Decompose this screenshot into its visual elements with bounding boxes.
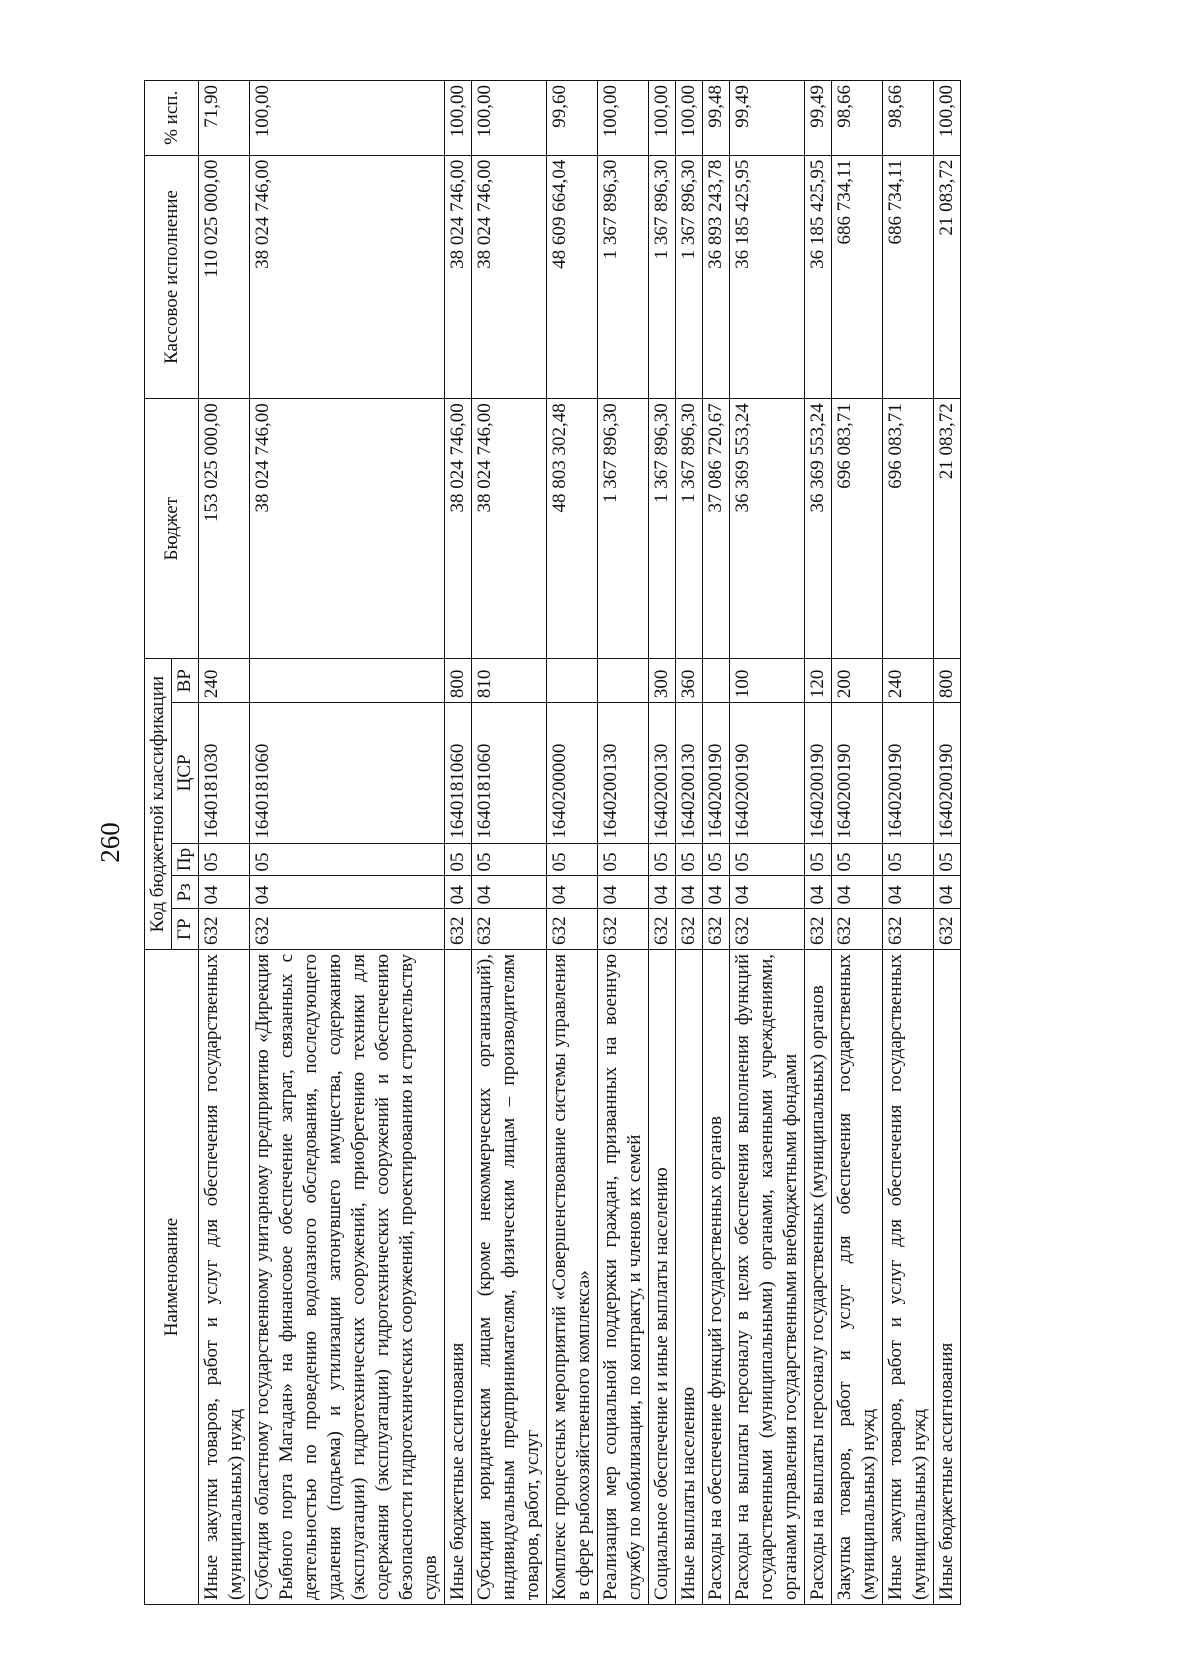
row-pr: 05 xyxy=(250,843,445,876)
row-name: Комплекс процессных мероприятий «Совершенствование системы управления в сфере рыбохозяйственного комплекса» xyxy=(547,949,598,1604)
table-row xyxy=(883,81,934,1605)
row-pct: 99,60 xyxy=(547,81,598,156)
row-pct: 100,00 xyxy=(472,81,547,156)
row-name: Иные бюджетные ассигнования xyxy=(934,949,961,1604)
header-csr: ЦСР xyxy=(172,703,199,843)
row-cash: 36 185 425,95 xyxy=(730,155,805,399)
row-gr: 632 xyxy=(805,909,832,950)
row-budget: 1 367 896,30 xyxy=(598,399,649,659)
row-pct: 71,90 xyxy=(199,81,250,156)
row-cash: 21 083,72 xyxy=(934,155,961,399)
row-gr: 632 xyxy=(883,909,934,950)
row-rz: 04 xyxy=(199,876,250,909)
row-pr: 05 xyxy=(199,843,250,876)
row-name: Расходы на обеспечение функций государственных органов xyxy=(703,949,730,1604)
row-name: Реализация мер социальной поддержки граждан, призванных на военную службу по мобилизации, по контракту, и членов их семей xyxy=(598,949,649,1604)
row-rz: 04 xyxy=(934,876,961,909)
row-csr: 1640200130 xyxy=(649,703,676,843)
row-name: Субсидии юридическим лицам (кроме некоммерческих организаций), индивидуальным предпринимателям, физическим лицам – производителям товаров, работ, услуг xyxy=(472,949,547,1604)
row-rz: 04 xyxy=(832,876,883,909)
row-budget: 38 024 746,00 xyxy=(445,399,472,659)
row-rz: 04 xyxy=(472,876,547,909)
row-pr: 05 xyxy=(472,843,547,876)
row-gr: 632 xyxy=(649,909,676,950)
row-vr: 240 xyxy=(883,659,934,703)
header-name: Наименование xyxy=(145,949,199,1604)
row-cash: 36 893 243,78 xyxy=(703,155,730,399)
table-row xyxy=(832,81,883,1605)
row-pct: 99,49 xyxy=(730,81,805,156)
row-gr: 632 xyxy=(250,909,445,950)
row-budget: 36 369 553,24 xyxy=(805,399,832,659)
table-body xyxy=(199,81,961,1605)
row-budget: 1 367 896,30 xyxy=(676,399,703,659)
table-row xyxy=(805,81,832,1605)
row-rz: 04 xyxy=(805,876,832,909)
row-pct: 100,00 xyxy=(250,81,445,156)
row-csr: 1640181060 xyxy=(250,703,445,843)
row-budget: 36 369 553,24 xyxy=(730,399,805,659)
row-cash: 686 734,11 xyxy=(883,155,934,399)
row-pct: 100,00 xyxy=(598,81,649,156)
header-code-group: Код бюджетной классификации xyxy=(145,659,172,950)
row-cash: 38 024 746,00 xyxy=(250,155,445,399)
row-pr: 05 xyxy=(598,843,649,876)
table-row xyxy=(934,81,961,1605)
row-gr: 632 xyxy=(445,909,472,950)
row-pct: 98,66 xyxy=(883,81,934,156)
row-name: Расходы на выплаты персоналу государственных (муниципальных) органов xyxy=(805,949,832,1604)
row-gr: 632 xyxy=(832,909,883,950)
row-gr: 632 xyxy=(703,909,730,950)
table-row xyxy=(598,81,649,1605)
row-gr: 632 xyxy=(547,909,598,950)
row-budget: 1 367 896,30 xyxy=(649,399,676,659)
row-gr: 632 xyxy=(598,909,649,950)
row-vr: 120 xyxy=(805,659,832,703)
row-cash: 1 367 896,30 xyxy=(598,155,649,399)
row-rz: 04 xyxy=(250,876,445,909)
row-csr: 1640181060 xyxy=(445,703,472,843)
row-pr: 05 xyxy=(730,843,805,876)
budget-table xyxy=(144,80,961,1605)
row-budget: 21 083,72 xyxy=(934,399,961,659)
header-rz: Рз xyxy=(172,876,199,909)
row-pr: 05 xyxy=(883,843,934,876)
row-name: Социальное обеспечение и иные выплаты населению xyxy=(649,949,676,1604)
header-cash: Кассовое исполнение xyxy=(145,155,199,399)
row-cash: 686 734,11 xyxy=(832,155,883,399)
row-pr: 05 xyxy=(805,843,832,876)
row-vr: 360 xyxy=(676,659,703,703)
table-row xyxy=(730,81,805,1605)
row-pct: 100,00 xyxy=(445,81,472,156)
table-row xyxy=(703,81,730,1605)
row-gr: 632 xyxy=(199,909,250,950)
row-rz: 04 xyxy=(598,876,649,909)
row-pct: 99,48 xyxy=(703,81,730,156)
row-budget: 38 024 746,00 xyxy=(472,399,547,659)
row-vr: 300 xyxy=(649,659,676,703)
row-vr: 100 xyxy=(730,659,805,703)
rotated-page xyxy=(80,80,1120,1605)
row-csr: 1640181060 xyxy=(472,703,547,843)
row-cash: 48 609 664,04 xyxy=(547,155,598,399)
row-vr: 800 xyxy=(445,659,472,703)
row-name: Иные выплаты населению xyxy=(676,949,703,1604)
page-number: 260 xyxy=(95,822,125,863)
row-name: Иные закупки товаров, работ и услуг для обеспечения государственных (муниципальных) нужд xyxy=(199,949,250,1604)
row-rz: 04 xyxy=(649,876,676,909)
row-vr xyxy=(547,659,598,703)
row-gr: 632 xyxy=(676,909,703,950)
row-vr xyxy=(250,659,445,703)
row-pr: 05 xyxy=(832,843,883,876)
table-row xyxy=(199,81,250,1605)
row-gr: 632 xyxy=(730,909,805,950)
table-row xyxy=(472,81,547,1605)
row-pr: 05 xyxy=(445,843,472,876)
row-rz: 04 xyxy=(883,876,934,909)
header-budget: Бюджет xyxy=(145,399,199,659)
row-csr: 1640200190 xyxy=(883,703,934,843)
row-name: Иные бюджетные ассигнования xyxy=(445,949,472,1604)
header-gr: ГР xyxy=(172,909,199,950)
row-csr: 1640200130 xyxy=(676,703,703,843)
row-name: Расходы на выплаты персоналу в целях обеспечения выполнения функций государственными (муниципальными) органами, казенными учреждениями, органами управления государственными внебюджетными фондами xyxy=(730,949,805,1604)
table-row xyxy=(445,81,472,1605)
row-rz: 04 xyxy=(730,876,805,909)
row-name: Иные закупки товаров, работ и услуг для обеспечения государственных (муниципальных) нужд xyxy=(883,949,934,1604)
row-csr: 1640200000 xyxy=(547,703,598,843)
row-cash: 38 024 746,00 xyxy=(472,155,547,399)
row-vr: 240 xyxy=(199,659,250,703)
row-csr: 1640200190 xyxy=(703,703,730,843)
row-budget: 48 803 302,48 xyxy=(547,399,598,659)
row-pr: 05 xyxy=(547,843,598,876)
row-rz: 04 xyxy=(547,876,598,909)
row-rz: 04 xyxy=(445,876,472,909)
row-csr: 1640200130 xyxy=(598,703,649,843)
table-row xyxy=(250,81,445,1605)
row-rz: 04 xyxy=(676,876,703,909)
row-budget: 696 083,71 xyxy=(883,399,934,659)
row-gr: 632 xyxy=(934,909,961,950)
row-csr: 1640200190 xyxy=(934,703,961,843)
row-cash: 1 367 896,30 xyxy=(649,155,676,399)
row-vr: 200 xyxy=(832,659,883,703)
row-budget: 153 025 000,00 xyxy=(199,399,250,659)
row-pr: 05 xyxy=(934,843,961,876)
row-vr: 800 xyxy=(934,659,961,703)
row-csr: 1640200190 xyxy=(805,703,832,843)
table-row xyxy=(649,81,676,1605)
row-vr: 810 xyxy=(472,659,547,703)
table-header xyxy=(145,81,199,1605)
row-pr: 05 xyxy=(703,843,730,876)
row-pr: 05 xyxy=(649,843,676,876)
row-pr: 05 xyxy=(676,843,703,876)
row-pct: 100,00 xyxy=(676,81,703,156)
row-csr: 1640200190 xyxy=(730,703,805,843)
header-pct: % исп. xyxy=(145,81,199,156)
row-pct: 100,00 xyxy=(649,81,676,156)
row-budget: 38 024 746,00 xyxy=(250,399,445,659)
row-cash: 110 025 000,00 xyxy=(199,155,250,399)
row-cash: 36 185 425,95 xyxy=(805,155,832,399)
row-pct: 98,66 xyxy=(832,81,883,156)
row-csr: 1640200190 xyxy=(832,703,883,843)
table-row xyxy=(676,81,703,1605)
row-rz: 04 xyxy=(703,876,730,909)
row-vr xyxy=(703,659,730,703)
row-vr xyxy=(598,659,649,703)
header-vr: ВР xyxy=(172,659,199,703)
row-pct: 100,00 xyxy=(934,81,961,156)
row-cash: 1 367 896,30 xyxy=(676,155,703,399)
row-gr: 632 xyxy=(472,909,547,950)
row-name: Закупка товаров, работ и услуг для обеспечения государственных (муниципальных) нужд xyxy=(832,949,883,1604)
table-row xyxy=(547,81,598,1605)
row-pct: 99,49 xyxy=(805,81,832,156)
row-name: Субсидия областному государственному унитарному предприятию «Дирекция Рыбного порта Магадан» на финансовое обеспечение затрат, связанных с деятельностью по проведению водолазного обследования, последующего удаления (подъема) и утилизации затонувшего имущества, содержанию (эксплуатации) гидротехнических сооружений, приобретению техники для содержания (эксплуатации) гидротехнических сооружений и обеспечению безопасности гидротехнических сооружений, проектированию и строительству судов xyxy=(250,949,445,1604)
row-budget: 696 083,71 xyxy=(832,399,883,659)
header-pr: Пр xyxy=(172,843,199,876)
row-budget: 37 086 720,67 xyxy=(703,399,730,659)
row-csr: 1640181030 xyxy=(199,703,250,843)
row-cash: 38 024 746,00 xyxy=(445,155,472,399)
